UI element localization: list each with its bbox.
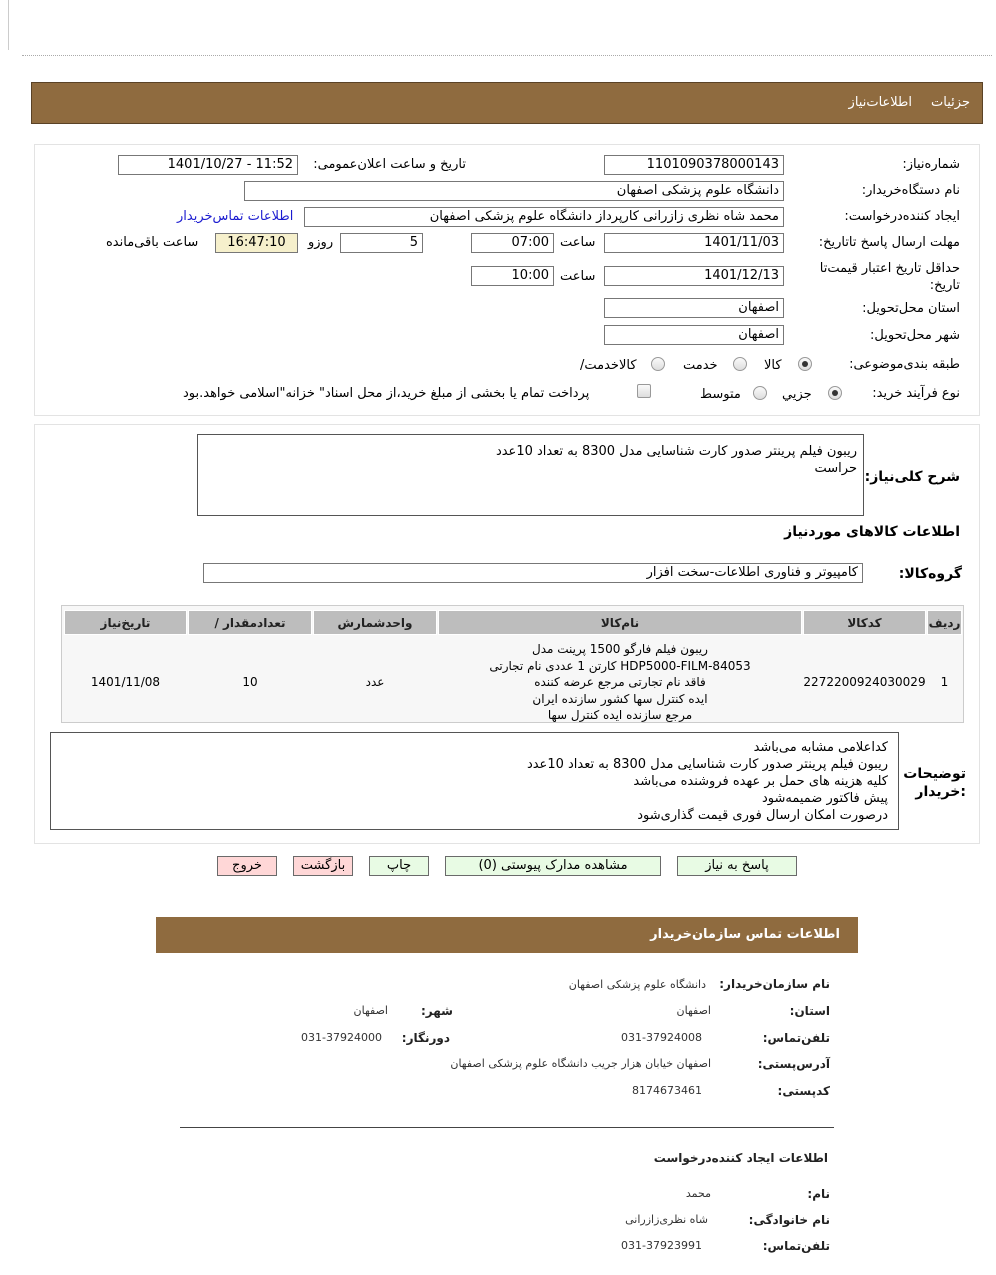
announce-label: تاریخ و ساعت اعلان‌عمومی: bbox=[313, 157, 466, 172]
description-box bbox=[197, 434, 864, 516]
category-label: طبقه بندی‌موضوعی: bbox=[849, 357, 960, 372]
row-date: 1401/11/08 bbox=[90, 675, 161, 689]
days-field: 5 bbox=[340, 233, 423, 253]
contact-province-value: اصفهان bbox=[676, 1004, 711, 1017]
buyer-notes-label-2: :خریدار bbox=[915, 784, 966, 800]
buyer-note-line-3: کلیه هزینه های حمل بر عهده فروشنده می‌باشد bbox=[633, 774, 888, 789]
payment-note: پرداخت تمام یا بخشی از مبلغ خرید،از محل اسناد" خزانه"اسلامی خواهد.بود bbox=[183, 386, 590, 401]
creator-name-label: نام: bbox=[807, 1187, 830, 1201]
row-name-line-5: مرجع سازنده ایده کنترل سها bbox=[547, 708, 693, 722]
creator-family-value: شاه نظری‌زازرانی bbox=[625, 1213, 708, 1226]
tab-details[interactable]: جزئیات bbox=[931, 95, 970, 110]
buyer-note-line-5: درصورت امکان ارسال فوری قیمت گذاری‌شود bbox=[637, 808, 888, 823]
process-medium-label: متوسط bbox=[700, 387, 741, 402]
contact-title: اطلاعات تماس سازمان‌خریدار bbox=[650, 927, 840, 942]
contact-fax-label: دورنگار: bbox=[401, 1031, 450, 1045]
province-label: استان محل‌تحویل: bbox=[862, 301, 960, 316]
row-name-line-3: فاقد نام تجارتی مرجع عرضه کننده bbox=[534, 675, 706, 689]
need-number-label: شماره‌نیاز: bbox=[902, 157, 960, 172]
row-name-line-4: ایده کنترل سها کشور سازنده ایران bbox=[532, 691, 708, 706]
payment-checkbox[interactable] bbox=[637, 384, 651, 398]
deadline-time-label: ساعت bbox=[560, 235, 596, 250]
deadline-label: مهلت ارسال پاسخ تا‌تاریخ: bbox=[818, 235, 960, 250]
goods-section-title: اطلاعات کالاهای موردنیاز bbox=[784, 524, 960, 540]
header-bar bbox=[31, 82, 983, 124]
contact-org-label: نام سازمان‌خریدار: bbox=[719, 977, 830, 991]
validity-label-2: تاریخ: bbox=[929, 278, 960, 293]
days-label: روزو bbox=[308, 235, 334, 250]
contact-org-value: دانشگاه علوم پزشکی اصفهان bbox=[568, 978, 706, 991]
creator-info-title: اطلاعات ایجاد کننده‌درخواست bbox=[653, 1151, 828, 1165]
validity-date-field: 1401/12/13 bbox=[604, 266, 784, 286]
attachments-button[interactable]: مشاهده مدارک پیوستی (0) bbox=[445, 856, 661, 876]
exit-button[interactable]: خروج bbox=[217, 856, 277, 876]
description-line-2: حراست bbox=[814, 461, 857, 476]
creator-phone-label: تلفن‌تماس: bbox=[762, 1239, 830, 1253]
goods-group-label: گروه‌کالا: bbox=[898, 566, 962, 582]
process-radio-medium[interactable] bbox=[753, 386, 767, 400]
category-goods-service-label: کالا‌خدمت/ bbox=[580, 358, 637, 373]
remaining-label: ساعت باقی‌مانده bbox=[106, 235, 199, 250]
row-code: 2272200924030029 bbox=[803, 675, 926, 689]
buyer-note-line-1: کداعلامی مشابه می‌باشد bbox=[753, 740, 888, 755]
col-header-row-number: ردیف bbox=[927, 610, 962, 635]
contact-postal-label: کدپستی: bbox=[777, 1084, 830, 1098]
creator-label: ایجاد کننده‌درخواست: bbox=[844, 209, 960, 224]
col-header-unit: واحدشمارش bbox=[313, 610, 437, 635]
buyer-org-field: دانشگاه علوم پزشکی اصفهان bbox=[244, 181, 784, 201]
process-label: نوع فرآیند خرید: bbox=[872, 386, 960, 401]
category-radio-service[interactable] bbox=[733, 357, 747, 371]
contact-divider bbox=[180, 1127, 834, 1128]
category-service-label: خدمت bbox=[683, 358, 718, 373]
row-name bbox=[438, 641, 802, 724]
row-qty: 10 bbox=[242, 675, 258, 689]
row-unit: عدد bbox=[365, 675, 385, 689]
category-goods-label: کالا bbox=[764, 358, 782, 373]
contact-buyer-link[interactable]: اطلاعات تماس‌خریدار bbox=[177, 209, 294, 224]
contact-postal-value: 8174673461 bbox=[632, 1084, 702, 1097]
buyer-note-line-4: پیش فاکتور ضمیمه‌شود bbox=[761, 791, 888, 806]
tab-need-info[interactable]: اطلاعات‌نیاز bbox=[848, 95, 912, 110]
announce-field: 1401/10/27 - 11:52 bbox=[118, 155, 298, 175]
buyer-note-line-2: ریبون فیلم پرینتر صدور کارت شناسایی مدل 8300 به تعداد 10عدد bbox=[526, 757, 888, 772]
deadline-date-field: 1401/11/03 bbox=[604, 233, 784, 253]
left-edge-line bbox=[8, 0, 9, 50]
category-radio-goods[interactable] bbox=[798, 357, 812, 371]
city-field: اصفهان bbox=[604, 325, 784, 345]
description-line-1: ریبون فیلم پرینتر صدور کارت شناسایی مدل 8300 به تعداد 10عدد bbox=[495, 444, 857, 459]
buyer-notes-label-1: توضیحات bbox=[903, 766, 966, 782]
contact-province-label: استان: bbox=[789, 1004, 830, 1018]
province-field: اصفهان bbox=[604, 298, 784, 318]
category-radio-goods-service[interactable] bbox=[651, 357, 665, 371]
need-number-field: 1101090378000143 bbox=[604, 155, 784, 175]
creator-field: محمد شاه نظری زازرانی کارپرداز دانشگاه علوم پزشکی اصفهان bbox=[304, 207, 784, 227]
contact-header-bar bbox=[156, 917, 858, 953]
creator-name-value: محمد bbox=[685, 1187, 711, 1200]
goods-group-field: کامپیوتر و فناوری اطلاعات-سخت افزار bbox=[203, 563, 863, 583]
row-index: 1 bbox=[940, 675, 949, 689]
col-header-date: تاریخ‌نیاز bbox=[64, 610, 187, 635]
contact-phone-value: 031-37924008 bbox=[621, 1031, 702, 1044]
contact-fax-value: 031-37924000 bbox=[301, 1031, 382, 1044]
top-divider bbox=[22, 55, 992, 56]
row-name-line-2: HDP5000-FILM-84053 کارتن 1 عددی نام تجارتی bbox=[489, 658, 751, 673]
deadline-time-field: 07:00 bbox=[471, 233, 554, 253]
process-minor-label: جزیي bbox=[782, 387, 812, 402]
contact-address-value: اصفهان خیابان هزار جریب دانشگاه علوم پزشکی اصفهان bbox=[450, 1057, 711, 1070]
validity-label-1: حداقل تاریخ اعتبار قیمت‌تا bbox=[819, 261, 960, 276]
validity-time-field: 10:00 bbox=[471, 266, 554, 286]
row-name-line-1: ریبون فیلم فارگو 1500 پرینت مدل bbox=[532, 642, 708, 656]
creator-family-label: نام خانوادگی: bbox=[748, 1213, 830, 1227]
city-label: شهر محل‌تحویل: bbox=[870, 328, 960, 343]
validity-time-label: ساعت bbox=[560, 269, 596, 284]
reply-button[interactable]: پاسخ به نیاز bbox=[677, 856, 797, 876]
col-header-code: کدکالا bbox=[803, 610, 926, 635]
buyer-org-label: نام دستگاه‌خریدار: bbox=[861, 183, 960, 198]
contact-city-value: اصفهان bbox=[353, 1004, 388, 1017]
contact-address-label: آدرس‌پستی: bbox=[757, 1057, 830, 1071]
description-label: شرح کلی‌نیاز: bbox=[864, 469, 960, 485]
print-button[interactable]: چاپ bbox=[369, 856, 429, 876]
creator-phone-value: 031-37923991 bbox=[621, 1239, 702, 1252]
process-radio-minor[interactable] bbox=[828, 386, 842, 400]
contact-phone-label: تلفن‌تماس: bbox=[762, 1031, 830, 1045]
col-header-name: نام‌کالا bbox=[438, 610, 802, 635]
contact-city-label: شهر: bbox=[421, 1004, 453, 1018]
col-header-qty: / تعدادمقدار bbox=[188, 610, 312, 635]
back-button[interactable]: بازگشت bbox=[293, 856, 353, 876]
buyer-notes-box bbox=[50, 732, 899, 830]
remaining-time-field: 16:47:10 bbox=[215, 233, 298, 253]
